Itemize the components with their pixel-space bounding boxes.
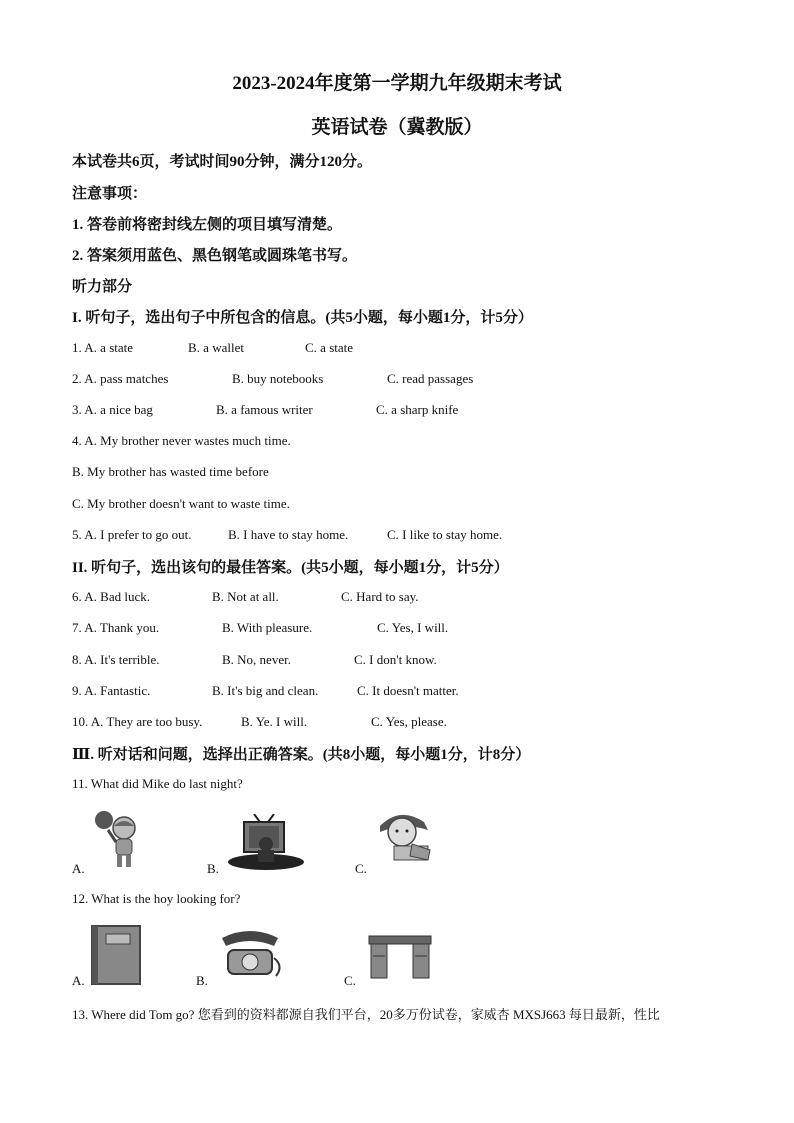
notebook-picture [90,924,142,986]
note-1: 1. 答卷前将密封线左侧的项目填写清楚。 [72,217,343,233]
option-b: B. a famous writer [216,402,313,417]
boy-watching-tv-picture [226,814,306,872]
option-c: C. My brother doesn't want to waste time. [72,496,290,511]
q11-option-a-label: A. [72,861,85,876]
option-b: B. It's big and clean. [212,683,319,698]
desk-picture [367,934,433,980]
q12-option-a-label: A. [72,973,85,988]
option-b: B. I have to stay home. [228,527,349,542]
question-13-text: 13. Where did Tom go? 您看到的资料都源自我们平台，20多万份试卷，家威杏 MXSJ663 每日最新，性比 [72,1007,660,1022]
option-a: 7. A. Thank you. [72,620,160,635]
listening-part: 听力部分 [72,279,133,295]
option-a: 9. A. Fantastic. [72,683,151,698]
option-a: 8. A. It's terrible. [72,652,160,667]
notes-heading: 注意事项： [72,186,148,202]
section-1-heading: I. 听句子，选出句子中所包含的信息。(共5小题，每小题1分，计5分） [72,310,533,326]
section-3-heading: Ⅲ. 听对话和问题，选择出正确答案。(共8小题，每小题1分，计8分） [72,747,531,763]
option-b: B. With pleasure. [222,620,313,635]
option-a: 5. A. I prefer to go out. [72,527,192,542]
note-2: 2. 答案须用蓝色、黑色钢笔或圆珠笔书写。 [72,248,358,264]
option-a: 4. A. My brother never wastes much time. [72,433,291,448]
option-b: B. No, never. [222,652,291,667]
q11-option-b-label: B. [207,861,219,876]
option-b: B. buy notebooks [232,371,324,386]
boy-reading-picture [372,808,436,866]
page-title: 2023-2024年度第一学期九年级期末考试 [232,73,562,94]
option-a: 10. A. They are too busy. [72,714,203,729]
option-c: C. a state [305,340,354,355]
option-a: 6. A. Bad luck. [72,589,150,604]
exam-summary: 本试卷共6页，考试时间90分钟，满分120分。 [72,154,373,170]
telephone-picture [214,928,286,980]
option-b: B. a wallet [188,340,244,355]
option-a: 1. A. a state [72,340,134,355]
option-b: B. Not at all. [212,589,279,604]
girl-with-ball-picture [90,808,152,870]
option-c: C. It doesn't matter. [357,683,459,698]
option-c: C. I don't know. [354,652,437,667]
q12-option-b-label: B. [196,973,208,988]
option-c: C. Hard to say. [341,589,419,604]
question-12-text: 12. What is the hoy looking for? [72,891,241,906]
question-11-text: 11. What did Mike do last night? [72,776,243,791]
option-c: C. Yes, please. [371,714,447,729]
page-subtitle: 英语试卷（冀教版） [311,117,483,138]
q12-option-c-label: C. [344,973,356,988]
option-c: C. I like to stay home. [387,527,503,542]
option-c: C. read passages [387,371,474,386]
option-c: C. a sharp knife [376,402,459,417]
option-a: 2. A. pass matches [72,371,169,386]
section-2-heading: II. 听句子，选出该句的最佳答案。(共5小题，每小题1分，计5分） [72,560,509,576]
option-c: C. Yes, I will. [377,620,449,635]
option-b: B. My brother has wasted time before [72,464,269,479]
option-a: 3. A. a nice bag [72,402,153,417]
q11-option-c-label: C. [355,861,367,876]
option-b: B. Ye. I will. [241,714,308,729]
